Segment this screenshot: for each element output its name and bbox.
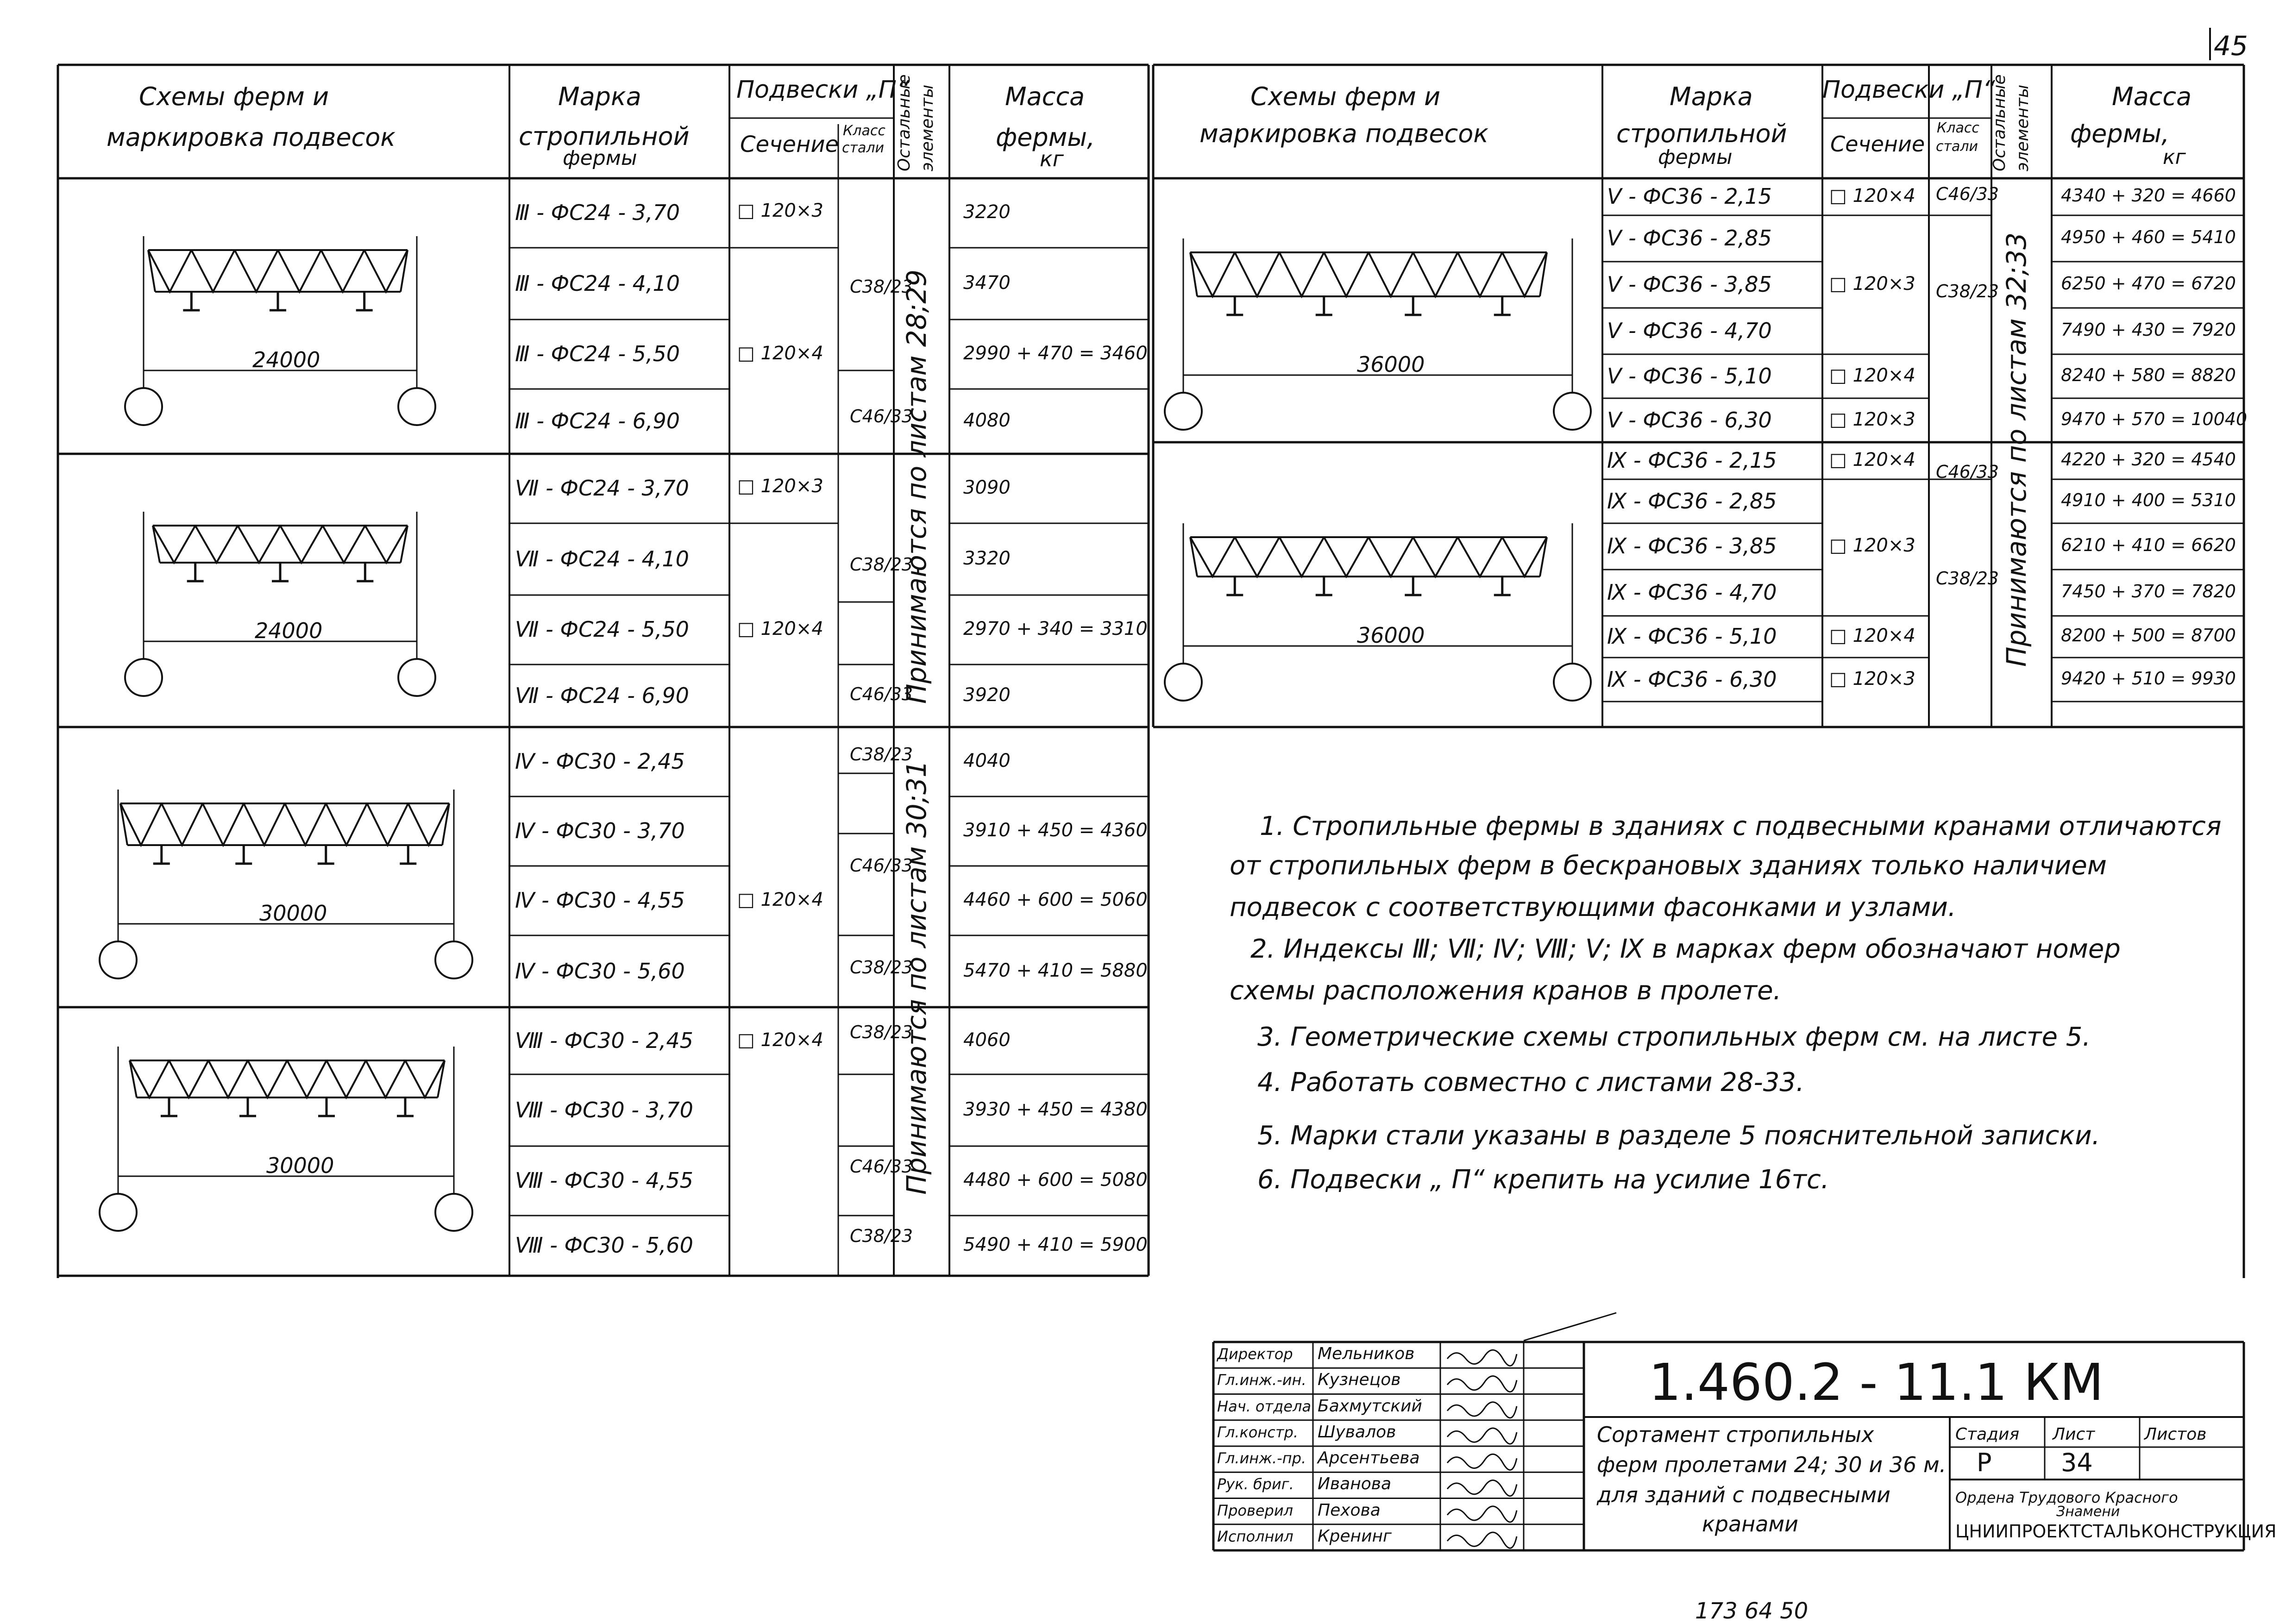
left-mass-9: 4040 [963,750,1011,771]
stamp-role-7: Проверил [1217,1501,1294,1519]
header-mark-right-2: стропильной [1616,119,1787,148]
left-mass-15: 4480 + 600 = 5080 [963,1169,1148,1191]
header-mark-right-1: Марка [1670,82,1753,111]
note-line-1: 1. Стропильные фермы в зданиях с подвесными кранами отличаются [1260,811,2222,841]
header-mark-1: Марка [558,82,641,111]
right-mark-1: Ⅴ - ФС36 - 2,15 [1607,184,1772,209]
scheme-5-axis-circle-right [1554,393,1591,430]
left-mass-7: 2970 + 340 = 3310 [963,618,1148,640]
header-class-1: Класс [843,123,885,139]
note-line-5: схемы расположения кранов в пролете. [1230,976,1782,1006]
scheme-1-axis-circle-left [125,388,162,425]
left-mark-16: Ⅷ - ФС30 - 5,60 [515,1233,693,1258]
right-mass-11: 8200 + 500 = 8700 [2061,625,2236,646]
note-line-6: 3. Геометрические схемы стропильных ферм см. на листе 5. [1257,1022,2091,1052]
scheme-3-axis-circle-left [100,941,137,978]
drawing-code: 1.460.2 - 11.1 КМ [1649,1353,2104,1412]
stamp-name-8: Кренинг [1318,1526,1392,1546]
note-line-9: 6. Подвески „ П“ крепить на усилие 16тс. [1257,1165,1829,1195]
header-mass-2: фермы, [996,123,1095,152]
scheme-2-web [153,526,408,563]
left-mass-2: 3470 [963,272,1011,294]
right-mass-5: 8240 + 580 = 8820 [2061,364,2236,385]
header-class-right-1: Класс [1937,120,1979,136]
left-mark-9: Ⅳ - ФС30 - 2,45 [515,749,685,774]
scheme-3-span: 30000 [259,901,327,926]
scheme-2-axis-circle-right [398,659,435,696]
left-mass-4: 4080 [963,410,1011,431]
right-mass-4: 7490 + 430 = 7920 [2061,320,2236,340]
header-mark-right-3: фермы [1658,145,1733,169]
stamp-name-1: Мельников [1318,1344,1415,1363]
scheme-6-axis-circle-right [1554,664,1591,701]
scheme-4-span: 30000 [266,1153,334,1178]
header-mass-right-1: Масса [2112,82,2192,111]
scheme-1-axis-circle-right [398,388,435,425]
header-schemes-1: Схемы ферм и [139,82,329,111]
right-mark-11: Ⅸ - ФС36 - 5,10 [1607,624,1777,649]
right-mark-3: Ⅴ - ФС36 - 3,85 [1607,272,1772,297]
right-mark-4: Ⅴ - ФС36 - 4,70 [1607,318,1772,343]
right-class-3: С46/33 [1936,462,1999,482]
left-mass-16: 5490 + 410 = 5900 [963,1234,1148,1255]
bottom-text: 173 64 50 [1695,1598,1808,1624]
header-mark-3: фермы [563,146,637,170]
header-other-right-1: Остальные [1990,74,2009,171]
drawing-title-3: для зданий с подвесными [1597,1482,1891,1507]
left-mass-11: 4460 + 600 = 5060 [963,889,1148,910]
signature-1 [1447,1350,1517,1366]
signature-3 [1447,1402,1517,1418]
scheme-4-web [130,1060,445,1097]
stamp-role-6: Рук. бриг. [1217,1475,1294,1493]
pen-stroke [1524,1313,1616,1341]
right-mark-8: Ⅸ - ФС36 - 2,85 [1607,488,1777,514]
stamp-role-8: Исполнил [1217,1527,1294,1545]
stamp-role-5: Гл.инж.-пр. [1217,1449,1306,1467]
left-mark-13: Ⅷ - ФС30 - 2,45 [515,1028,693,1053]
note-line-4: 2. Индексы Ⅲ; Ⅶ; Ⅳ; Ⅷ; Ⅴ; Ⅸ в марках ферм обозначают номер [1250,934,2121,964]
header-schemes-right-2: маркировка подвесок [1199,119,1488,148]
left-section-13: □ 120×4 [737,1029,823,1051]
header-other-2: элементы [918,84,937,171]
right-mass-6: 9470 + 570 = 10040 [2061,408,2248,429]
right-class-1: С46/33 [1936,184,1999,204]
left-class-8: С38/23 [850,1022,913,1042]
right-class-2: С38/23 [1936,281,1999,301]
header-schemes-right-1: Схемы ферм и [1250,82,1441,111]
right-mark-5: Ⅴ - ФС36 - 5,10 [1607,363,1772,389]
right-mark-2: Ⅴ - ФС36 - 2,85 [1607,226,1772,251]
scheme-5-web [1190,252,1547,296]
header-mass-right-3: кг [2163,145,2186,169]
header-schemes-2: маркировка подвесок [107,123,396,152]
header-class-right-2: стали [1936,138,1978,155]
right-section-9: □ 120×3 [1829,535,1915,556]
left-mass-3: 2990 + 470 = 3460 [963,343,1148,364]
left-mass-10: 3910 + 450 = 4360 [963,820,1148,841]
left-mass-13: 4060 [963,1029,1011,1051]
left-mark-12: Ⅳ - ФС30 - 5,60 [515,958,685,984]
left-mass-1: 3220 [963,201,1011,223]
note-line-3: подвесок с соответствующими фасонками и узлами. [1230,892,1956,922]
right-mass-2: 4950 + 460 = 5410 [2061,227,2236,247]
scheme-6-span: 36000 [1357,623,1425,648]
right-mass-10: 7450 + 370 = 7820 [2061,581,2236,602]
stamp-name-3: Бахмутский [1318,1396,1422,1416]
left-mark-1: Ⅲ - ФС24 - 3,70 [515,200,680,225]
scheme-3-web [120,803,449,845]
left-class-6: С46/33 [850,855,913,876]
header-mass-right-2: фермы, [2070,119,2170,148]
stage-value: Р [1977,1448,1992,1477]
scheme-4-axis-circle-left [100,1194,137,1231]
left-class-3: С38/23 [850,554,913,575]
left-class-10: С38/23 [850,1226,913,1246]
left-mark-8: Ⅶ - ФС24 - 6,90 [515,683,689,708]
signature-2 [1447,1376,1517,1392]
scheme-6-axis-circle-left [1165,664,1202,701]
signature-5 [1447,1454,1517,1470]
scheme-6-web [1190,537,1547,577]
org-line-3: ЦНИИПРОЕКТСТАЛЬКОНСТРУКЦИЯ [1955,1521,2277,1542]
sheet-label: Лист [2053,1425,2095,1444]
org-line-2: Знамени [2056,1504,2120,1520]
left-other-elements-2: Принимаются по листам 30;31 [901,760,932,1195]
scheme-5-span: 36000 [1357,352,1425,377]
sheet-value: 34 [2061,1448,2093,1477]
drawing-title-2: ферм пролетами 24; 30 и 36 м. [1597,1452,1947,1477]
right-mass-8: 4910 + 400 = 5310 [2061,489,2236,510]
scheme-1-web [148,250,408,292]
right-mark-6: Ⅴ - ФС36 - 6,30 [1607,407,1772,433]
left-other-elements-1: Принимаются по листам 28;29 [901,269,932,704]
header-hangers-right: Подвески „П“ [1822,76,1995,104]
note-line-7: 4. Работать совместно с листами 28-33. [1257,1067,1804,1097]
stamp-name-7: Пехова [1318,1500,1381,1520]
stamp-role-3: Нач. отдела [1217,1397,1312,1415]
sheets-label: Листов [2144,1425,2207,1444]
right-mark-12: Ⅸ - ФС36 - 6,30 [1607,666,1777,692]
sheet-corner-number: 45 [2214,30,2248,62]
left-mass-12: 5470 + 410 = 5880 [963,959,1148,981]
left-mark-3: Ⅲ - ФС24 - 5,50 [515,341,680,366]
left-mass-8: 3920 [963,684,1011,706]
left-mark-14: Ⅷ - ФС30 - 3,70 [515,1097,693,1122]
right-mark-10: Ⅸ - ФС36 - 4,70 [1607,580,1777,605]
right-section-12: □ 120×3 [1829,668,1915,690]
left-section-11: □ 120×4 [737,889,823,910]
signature-7 [1447,1506,1517,1522]
header-other-1: Остальные [895,74,914,171]
stage-label: Стадия [1955,1425,2020,1444]
left-mark-6: Ⅶ - ФС24 - 4,10 [515,546,689,571]
header-mark-2: стропильной [519,122,690,151]
scheme-5-axis-circle-left [1165,393,1202,430]
scheme-2-axis-circle-left [125,659,162,696]
scheme-1-span: 24000 [252,347,320,372]
left-mark-2: Ⅲ - ФС24 - 4,10 [515,270,680,296]
stamp-name-5: Арсентьева [1318,1448,1420,1467]
left-section-3: □ 120×4 [737,343,823,364]
org-line-1: Ордена Трудового Красного [1955,1489,2178,1506]
left-mark-15: Ⅷ - ФС30 - 4,55 [515,1168,693,1193]
left-class-2: С46/33 [850,406,913,426]
header-section-right: Сечение [1830,132,1925,157]
stamp-role-4: Гл.констр. [1217,1423,1298,1441]
stamp-name-4: Шувалов [1318,1422,1396,1442]
right-section-3: □ 120×3 [1829,273,1915,295]
left-mass-5: 3090 [963,477,1011,498]
right-section-5: □ 120×4 [1829,364,1915,386]
right-mark-9: Ⅸ - ФС36 - 3,85 [1607,533,1777,558]
signature-4 [1447,1428,1517,1444]
right-mass-1: 4340 + 320 = 4660 [2061,185,2236,206]
right-mark-7: Ⅸ - ФС36 - 2,15 [1607,448,1777,473]
scheme-3-axis-circle-right [435,941,472,978]
left-section-5: □ 120×3 [737,476,823,497]
note-line-2: от стропильных ферм в бескрановых зданиях только наличием [1230,851,2107,881]
drawing-title-4: кранами [1702,1511,1799,1536]
left-mass-6: 3320 [963,547,1011,569]
left-class-9: С46/33 [850,1156,913,1177]
right-class-4: С38/23 [1936,568,1999,589]
left-mark-4: Ⅲ - ФС24 - 6,90 [515,408,680,433]
stamp-role-1: Директор [1217,1345,1293,1363]
left-section-1: □ 120×3 [737,200,823,221]
left-class-4: С46/33 [850,684,913,704]
note-line-8: 5. Марки стали указаны в разделе 5 пояснительной записки. [1257,1121,2100,1151]
right-section-11: □ 120×4 [1829,625,1915,646]
left-mark-10: Ⅳ - ФС30 - 3,70 [515,818,685,843]
signature-6 [1447,1480,1517,1496]
header-class-2: стали [842,140,885,156]
left-mark-7: Ⅶ - ФС24 - 5,50 [515,617,689,642]
stamp-role-2: Гл.инж.-ин. [1217,1371,1306,1389]
header-section: Сечение [740,132,839,157]
right-section-1: □ 120×4 [1829,185,1915,207]
right-section-6: □ 120×3 [1829,408,1915,430]
left-class-5: С38/23 [850,744,913,765]
right-mass-9: 6210 + 410 = 6620 [2061,535,2236,555]
left-mass-14: 3930 + 450 = 4380 [963,1098,1148,1120]
left-mark-11: Ⅳ - ФС30 - 4,55 [515,888,685,913]
right-mass-12: 9420 + 510 = 9930 [2061,668,2236,689]
left-section-7: □ 120×4 [737,618,823,640]
right-mass-3: 6250 + 470 = 6720 [2061,273,2236,294]
stamp-name-6: Иванова [1318,1474,1392,1494]
signature-8 [1447,1532,1517,1548]
header-mass-1: Масса [1005,82,1085,111]
stamp-name-2: Кузнецов [1318,1370,1401,1390]
right-section-7: □ 120×4 [1829,449,1915,470]
right-mass-7: 4220 + 320 = 4540 [2061,449,2236,470]
header-other-right-2: элементы [2013,84,2032,171]
drawing-title-1: Сортамент стропильных [1597,1422,1874,1447]
left-mark-5: Ⅶ - ФС24 - 3,70 [515,476,689,501]
scheme-4-axis-circle-right [435,1194,472,1231]
left-class-7: С38/23 [850,957,913,978]
header-hangers: Подвески „П“ [736,76,909,104]
header-mass-3: кг [1040,146,1064,171]
right-other-elements: Принимаются по листам 32;33 [2001,232,2032,667]
left-class-1: С38/23 [850,276,913,297]
scheme-2-span: 24000 [255,618,323,643]
